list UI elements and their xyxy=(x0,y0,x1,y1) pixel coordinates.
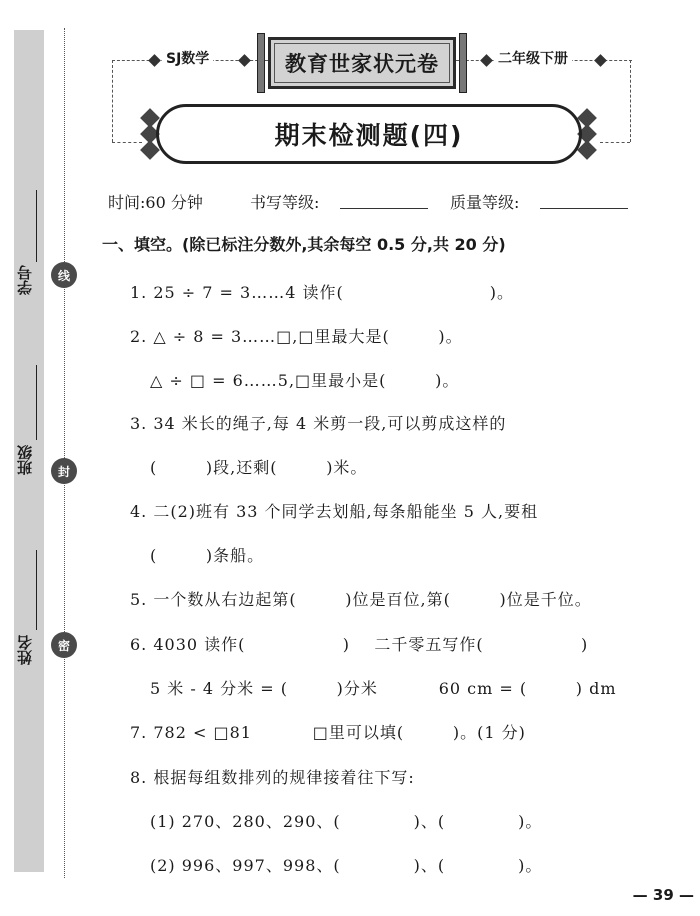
binding-strip xyxy=(14,30,44,872)
scroll-rod-icon xyxy=(459,33,467,93)
class-label: 班级 xyxy=(16,445,34,475)
grade-tag: 二年级下册 xyxy=(494,48,572,68)
writing-grade-label: 书写等级: xyxy=(250,193,320,212)
class-underline xyxy=(36,365,37,440)
question-3a: 3. 34 米长的绳子,每 4 米剪一段,可以剪成这样的 xyxy=(130,414,507,433)
name-underline xyxy=(36,550,37,630)
header-vdash-left xyxy=(112,60,113,142)
question-8-1: (1) 270、280、290、( )、( )。 xyxy=(150,812,543,831)
cut-line xyxy=(64,28,65,878)
name-field xyxy=(14,630,44,690)
question-2b: △ ÷ □ = 6……5,□里最小是( )。 xyxy=(150,371,460,390)
quality-grade-blank[interactable] xyxy=(540,208,628,209)
question-3b: ( )段,还剩( )米。 xyxy=(150,458,368,477)
question-8: 8. 根据每组数排列的规律接着往下写: xyxy=(130,768,415,787)
header-dash-right-low xyxy=(600,142,630,143)
series-banner xyxy=(268,37,456,89)
quality-grade-label: 质量等级: xyxy=(450,193,520,212)
diamond-icon xyxy=(238,54,251,67)
question-1: 1. 25 ÷ 7 = 3……4 读作( )。 xyxy=(130,283,515,302)
question-6a: 6. 4030 读作( ) 二千零五写作( ) xyxy=(130,635,589,654)
name-label: 姓名 xyxy=(16,635,34,665)
question-4b: ( )条船。 xyxy=(150,546,265,565)
header-dash-left-low xyxy=(112,142,142,143)
class-field xyxy=(14,440,44,500)
question-5: 5. 一个数从右边起第( )位是百位,第( )位是千位。 xyxy=(130,590,592,609)
question-4a: 4. 二(2)班有 33 个同学去划船,每条船能坐 5 人,要租 xyxy=(130,502,539,521)
diamond-icon xyxy=(594,54,607,67)
question-2a: 2. △ ÷ 8 = 3……□,□里最大是( )。 xyxy=(130,327,463,346)
exam-title xyxy=(156,104,582,164)
diamond-icon xyxy=(480,54,493,67)
question-6b: 5 米 - 4 分米 = ( )分米 60 cm = ( ) dm xyxy=(150,679,617,698)
section-heading: 一、填空。(除已标注分数外,其余每空 0.5 分,共 20 分) xyxy=(102,235,506,254)
writing-grade-blank[interactable] xyxy=(340,208,428,209)
series-banner-text: 教育世家状元卷 xyxy=(285,52,439,76)
page-number: — 39 — xyxy=(632,886,694,904)
exam-time: 时间:60 分钟 xyxy=(108,193,203,212)
diamond-icon xyxy=(148,54,161,67)
question-8-2: (2) 996、997、998、( )、( )。 xyxy=(150,856,543,875)
seal-dense-mark: 密 xyxy=(51,632,77,658)
exam-title-text: 期末检测题(四) xyxy=(274,121,464,150)
question-7: 7. 782 < □81 □里可以填( )。(1 分) xyxy=(130,723,526,742)
student-id-label: 学号 xyxy=(16,265,34,295)
subject-tag: SJ数学 xyxy=(162,48,213,68)
scroll-rod-icon xyxy=(257,33,265,93)
student-id-underline xyxy=(36,190,37,262)
seal-line-mark: 线 xyxy=(51,262,77,288)
header-vdash-right xyxy=(630,60,631,142)
seal-seal-mark: 封 xyxy=(51,458,77,484)
student-id-field xyxy=(14,260,44,370)
